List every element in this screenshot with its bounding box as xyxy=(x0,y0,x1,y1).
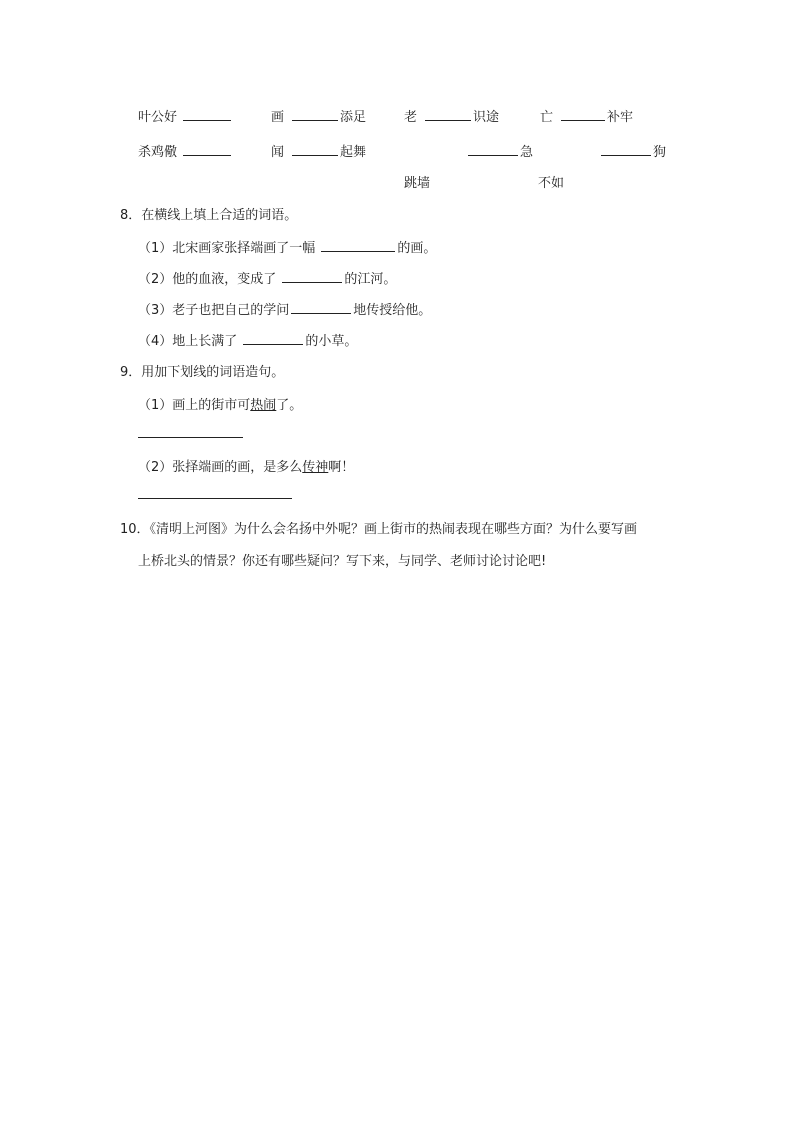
answer-line-1[interactable] xyxy=(138,437,243,438)
idiom-8-continued: 不如 xyxy=(538,176,565,191)
item-text: （1）北宋画家张择端画了一幅 xyxy=(138,241,320,256)
item-text: （1）画上的街市可 xyxy=(138,398,251,413)
idiom-3 xyxy=(404,106,499,125)
answer-blank[interactable] xyxy=(425,108,471,121)
underlined-word: 热闹 xyxy=(250,398,277,413)
item-text: （2）他的血液，变成了 xyxy=(138,272,281,287)
answer-blank[interactable] xyxy=(321,239,395,252)
item-text: 的画。 xyxy=(397,241,437,256)
answer-blank[interactable] xyxy=(291,301,351,314)
idiom-6 xyxy=(271,141,366,160)
idiom-4 xyxy=(540,106,633,125)
idiom-8 xyxy=(601,141,666,160)
answer-blank[interactable] xyxy=(183,143,231,156)
idiom-text: 急 xyxy=(520,145,534,160)
item-text: （4）地上长满了 xyxy=(138,334,242,349)
question-9-item-1 xyxy=(138,394,302,413)
question-10-line-1: 10．《清明上河图》为什么会名扬中外呢？画上街市的热闹表现在哪些方面？为什么要写画 xyxy=(120,522,638,537)
question-8-item-1 xyxy=(138,237,436,256)
idiom-1 xyxy=(138,106,233,125)
question-9-item-2 xyxy=(138,456,354,475)
idiom-text: 起舞 xyxy=(340,145,367,160)
idiom-text: 闻 xyxy=(271,145,285,160)
underlined-word: 传神 xyxy=(302,460,329,475)
answer-blank[interactable] xyxy=(468,143,518,156)
idiom-7 xyxy=(468,141,533,160)
item-text: （2）张择端画的画，是多么 xyxy=(138,460,303,475)
answer-blank[interactable] xyxy=(292,108,338,121)
question-8-item-2 xyxy=(138,268,396,287)
answer-blank[interactable] xyxy=(601,143,651,156)
answer-blank[interactable] xyxy=(282,270,342,283)
question-8-title: 8．在横线上填上合适的词语。 xyxy=(120,208,298,223)
idiom-5 xyxy=(138,141,233,160)
item-text: 啊！ xyxy=(328,460,355,475)
answer-blank[interactable] xyxy=(183,108,231,121)
idiom-text: 狗 xyxy=(653,145,667,160)
idiom-text: 叶公好 xyxy=(138,110,178,125)
item-text: （3）老子也把自己的学问 xyxy=(138,303,290,318)
idiom-2 xyxy=(271,106,366,125)
item-text: 的小草。 xyxy=(305,334,358,349)
idiom-7-continued: 跳墙 xyxy=(404,176,431,191)
question-8-item-3 xyxy=(138,299,431,318)
idiom-text: 添足 xyxy=(340,110,367,125)
question-8-item-4 xyxy=(138,330,357,349)
idiom-text: 画 xyxy=(271,110,285,125)
item-text: 的江河。 xyxy=(344,272,397,287)
answer-line-2[interactable] xyxy=(138,498,292,499)
idiom-text: 杀鸡儆 xyxy=(138,145,178,160)
question-9-title: 9．用加下划线的词语造句。 xyxy=(120,365,285,380)
item-text: 了。 xyxy=(276,398,303,413)
idiom-text: 亡 xyxy=(540,110,554,125)
answer-blank[interactable] xyxy=(561,108,605,121)
answer-blank[interactable] xyxy=(243,332,303,345)
idiom-text: 补牢 xyxy=(607,110,634,125)
idiom-text: 识途 xyxy=(473,110,500,125)
answer-blank[interactable] xyxy=(292,143,338,156)
question-10-line-2: 上桥北头的情景？你还有哪些疑问？写下来，与同学、老师讨论讨论吧! xyxy=(138,554,547,569)
item-text: 地传授给他。 xyxy=(353,303,432,318)
idiom-text: 老 xyxy=(404,110,418,125)
